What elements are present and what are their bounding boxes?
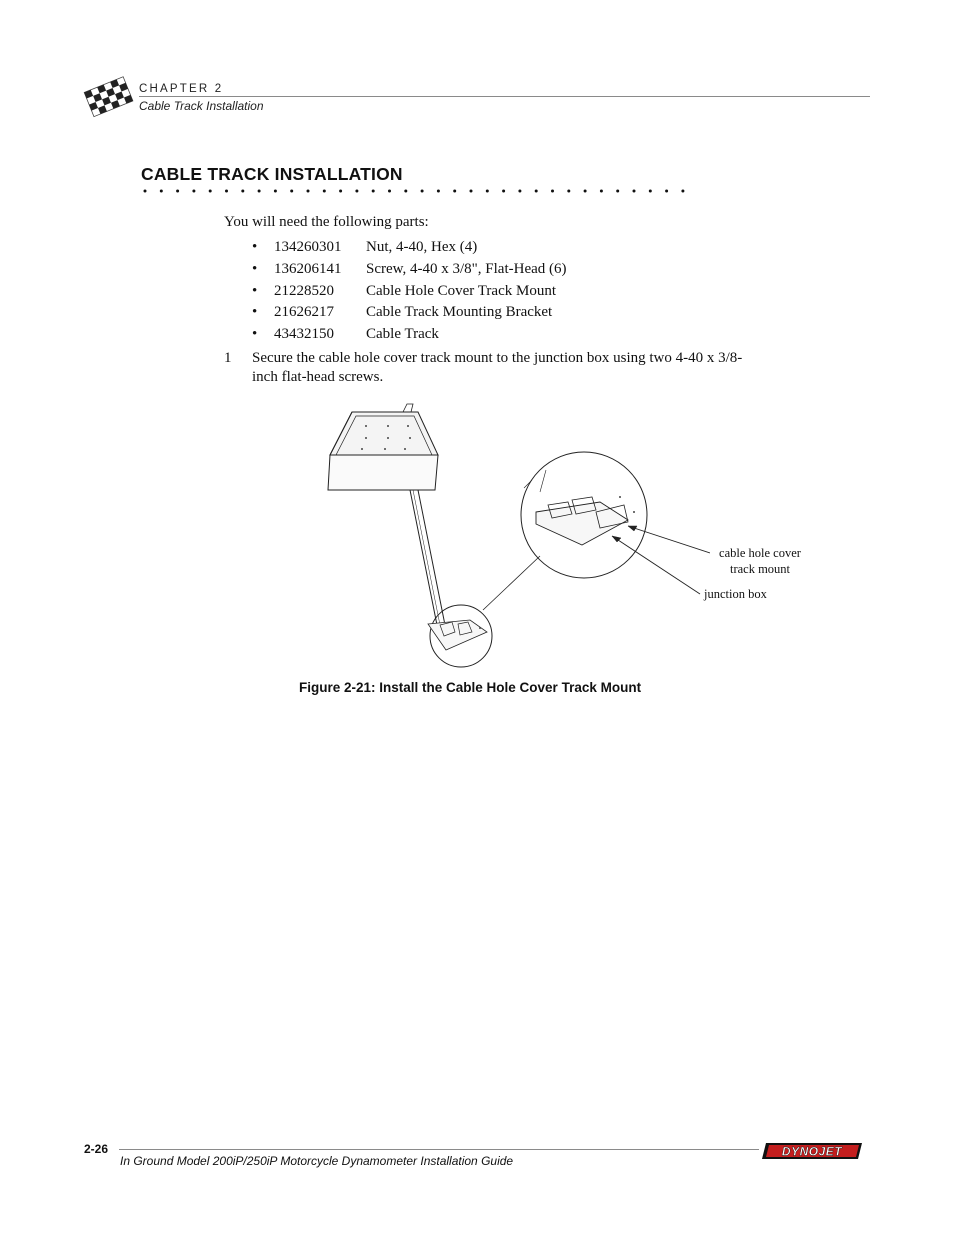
footer-divider [119, 1149, 759, 1150]
rule-dot [665, 190, 668, 193]
part-number: 21228520 [274, 282, 334, 299]
chapter-label: CHAPTER 2 [139, 83, 224, 95]
document-title: In Ground Model 200iP/250iP Motorcycle Dynamometer Installation Guide [120, 1154, 514, 1168]
bullet: • [252, 326, 258, 343]
rule-dot [404, 190, 407, 193]
rule-dot [649, 190, 652, 193]
rule-dot [567, 190, 570, 193]
rule-dot [600, 190, 603, 193]
rule-dot [192, 190, 195, 193]
part-number: 136206141 [274, 260, 342, 277]
part-number: 21626217 [274, 304, 334, 321]
callout-track-mount: cable hole cover track mount [719, 546, 801, 576]
running-header-section: Cable Track Installation [139, 99, 264, 113]
rule-dot [453, 190, 456, 193]
rule-dot [144, 190, 147, 193]
rule-dot [616, 190, 619, 193]
svg-text:DYNOJET: DYNOJET [781, 1144, 843, 1159]
rule-dot [274, 190, 277, 193]
bullet: • [252, 239, 258, 255]
part-number: 43432150 [274, 326, 334, 343]
rule-dot [225, 190, 228, 193]
part-description: Cable Track [366, 326, 439, 343]
step-number: 1 [224, 350, 232, 366]
track-mount-illustration [310, 400, 710, 670]
step-text: Secure the cable hole cover track mount to the junction box using two 4-40 x 3/8-inch flat-head screws. [252, 350, 743, 385]
part-description: Nut, 4-40, Hex (4) [366, 239, 478, 255]
section-title: CABLE TRACK INSTALLATION [141, 164, 403, 184]
part-description: Cable Hole Cover Track Mount [366, 282, 556, 299]
rule-dot [502, 190, 505, 193]
rule-dot [372, 190, 375, 193]
rule-dot [209, 190, 212, 193]
rule-dot [551, 190, 554, 193]
part-description: Screw, 4-40 x 3/8", Flat-Head (6) [366, 260, 567, 277]
title-dotted-rule [141, 186, 689, 196]
part-number: 134260301 [274, 239, 342, 255]
header-divider [139, 96, 870, 97]
dynojet-logo [762, 1141, 866, 1161]
rule-dot [421, 190, 424, 193]
checkered-flag-icon [82, 76, 134, 120]
rule-dot [290, 190, 293, 193]
part-description: Cable Track Mounting Bracket [366, 304, 553, 321]
callout-junction-box: junction box [704, 587, 767, 601]
bullet: • [252, 304, 258, 321]
rule-dot [388, 190, 391, 193]
rule-dot [633, 190, 636, 193]
rule-dot [258, 190, 261, 193]
rule-dot [241, 190, 244, 193]
rule-dot [535, 190, 538, 193]
rule-dot [470, 190, 473, 193]
intro-text: You will need the following parts: [224, 214, 429, 230]
rule-dot [486, 190, 489, 193]
rule-dot [160, 190, 163, 193]
rule-dot [307, 190, 310, 193]
rule-dot [584, 190, 587, 193]
rule-dot [339, 190, 342, 193]
bullet: • [252, 282, 258, 299]
rule-dot [681, 190, 684, 193]
rule-dot [355, 190, 358, 193]
rule-dot [176, 190, 179, 193]
rule-dot [323, 190, 326, 193]
bullet: • [252, 260, 258, 277]
rule-dot [437, 190, 440, 193]
figure-caption: Figure 2-21: Install the Cable Hole Cover Track Mount [299, 680, 642, 695]
page-number: 2-26 [84, 1142, 109, 1156]
rule-dot [518, 190, 521, 193]
